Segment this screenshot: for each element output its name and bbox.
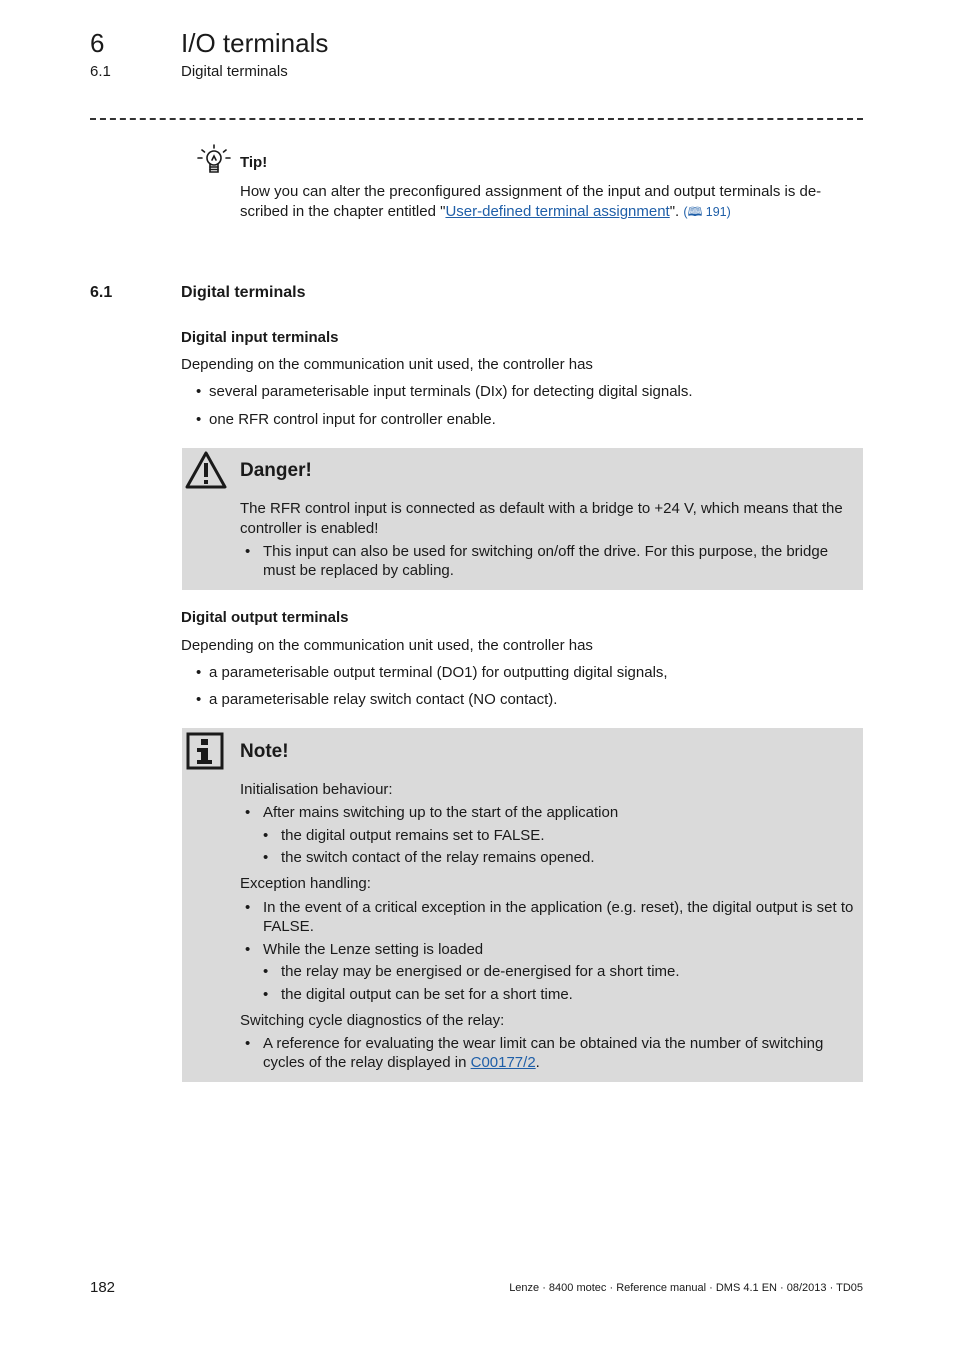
danger-title: Danger! xyxy=(240,460,312,481)
list-item-text: the switch contact of the relay remains opened. xyxy=(281,849,595,866)
header-divider xyxy=(90,118,863,120)
user-defined-terminal-assignment-link[interactable]: User-defined terminal assignment xyxy=(445,203,670,220)
list-item-text: the digital output remains set to FALSE. xyxy=(281,827,545,844)
footer-info: Lenze · 8400 motec · Reference manual · DMS 4.1 EN · 08/2013 · TD05 xyxy=(509,1282,863,1294)
tip-text-after: ". xyxy=(669,203,684,220)
info-icon xyxy=(186,732,224,770)
danger-text: The RFR control input is connected as default with a bridge to +24 V, which means that the controller is enabled! xyxy=(240,500,843,537)
digital-output-heading: Digital output terminals xyxy=(181,609,349,626)
warning-triangle-icon xyxy=(185,451,227,489)
list-item-text: one RFR control input for controller enable. xyxy=(209,411,496,428)
tip-text-before: How you can alter the preconfigured assignment of the input and output terminals is de-scribed in the chapter entitled " xyxy=(240,183,822,220)
lightbulb-icon xyxy=(196,143,232,179)
danger-box: Danger! The RFR control input is connected as default with a bridge to +24 V, which means that the controller is enabled! • This input can also be used for switching on/off the drive. For this purpose, the bridge must be replaced by cabling. xyxy=(182,448,863,590)
c00177-parameter-link[interactable]: C00177/2 xyxy=(470,1054,536,1071)
list-item-text: a parameterisable output terminal (DO1) for outputting digital signals, xyxy=(209,664,668,681)
list-item-text: In the event of a critical exception in the application (e.g. reset), the digital output is set to FALSE. xyxy=(263,899,854,935)
note-box: Note! Initialisation behaviour: • After mains switching up to the start of the application • the digital output remains set to FALSE. • the switch contact of the relay remains opened. Exception handling: • In the event of a critical exception in the application (e.g. reset), the digital output is set to FALSE. • While the Lenze setting is loaded • the relay may be energised or de-energised for a short time. • the digital output can be set for a short time. Switching cycle diagnostics of the relay: • A reference for evaluating the wear limit can be obtained via the number of switching cycles of the relay displayed in C00177/2. xyxy=(182,728,863,1082)
header-section-title: Digital terminals xyxy=(181,63,288,80)
list-item-text: a parameterisable relay switch contact (NO contact). xyxy=(209,691,558,708)
tip-text xyxy=(240,182,865,222)
diag-text-after: . xyxy=(535,1054,540,1071)
chapter-number: 6 xyxy=(90,28,105,58)
list-item-text xyxy=(263,1034,855,1072)
page-number: 182 xyxy=(90,1279,116,1296)
exception-heading: Exception handling: xyxy=(240,875,371,892)
diag-text-before: A reference for evaluating the wear limit can be obtained via the number of switching cycles of the relay displayed in xyxy=(263,1035,824,1071)
list-item-text: While the Lenze setting is loaded xyxy=(263,941,484,958)
section-title: Digital terminals xyxy=(181,284,306,301)
diagnostics-heading: Switching cycle diagnostics of the relay: xyxy=(240,1012,505,1029)
init-heading: Initialisation behaviour: xyxy=(240,781,393,798)
digital-output-intro: Depending on the communication unit used, the controller has xyxy=(181,637,593,654)
list-item-text: the digital output can be set for a short time. xyxy=(281,986,573,1003)
list-item-text: the relay may be energised or de-energised for a short time. xyxy=(281,963,680,980)
list-item-text: several parameterisable input terminals (DIx) for detecting digital signals. xyxy=(209,383,693,400)
list-item-text: After mains switching up to the start of the application xyxy=(263,804,619,821)
note-title: Note! xyxy=(240,741,289,762)
digital-input-heading: Digital input terminals xyxy=(181,329,339,346)
chapter-title: I/O terminals xyxy=(181,28,329,58)
section-number: 6.1 xyxy=(90,284,113,301)
page-reference-link[interactable]: (🕮 191) xyxy=(683,205,731,219)
digital-input-intro: Depending on the communication unit used, the controller has xyxy=(181,356,593,373)
list-item-text: This input can also be used for switching on/off the drive. For this purpose, the bridge must be replaced by cabling. xyxy=(263,543,829,579)
tip-label: Tip! xyxy=(240,154,268,171)
header-section-number: 6.1 xyxy=(90,63,111,80)
